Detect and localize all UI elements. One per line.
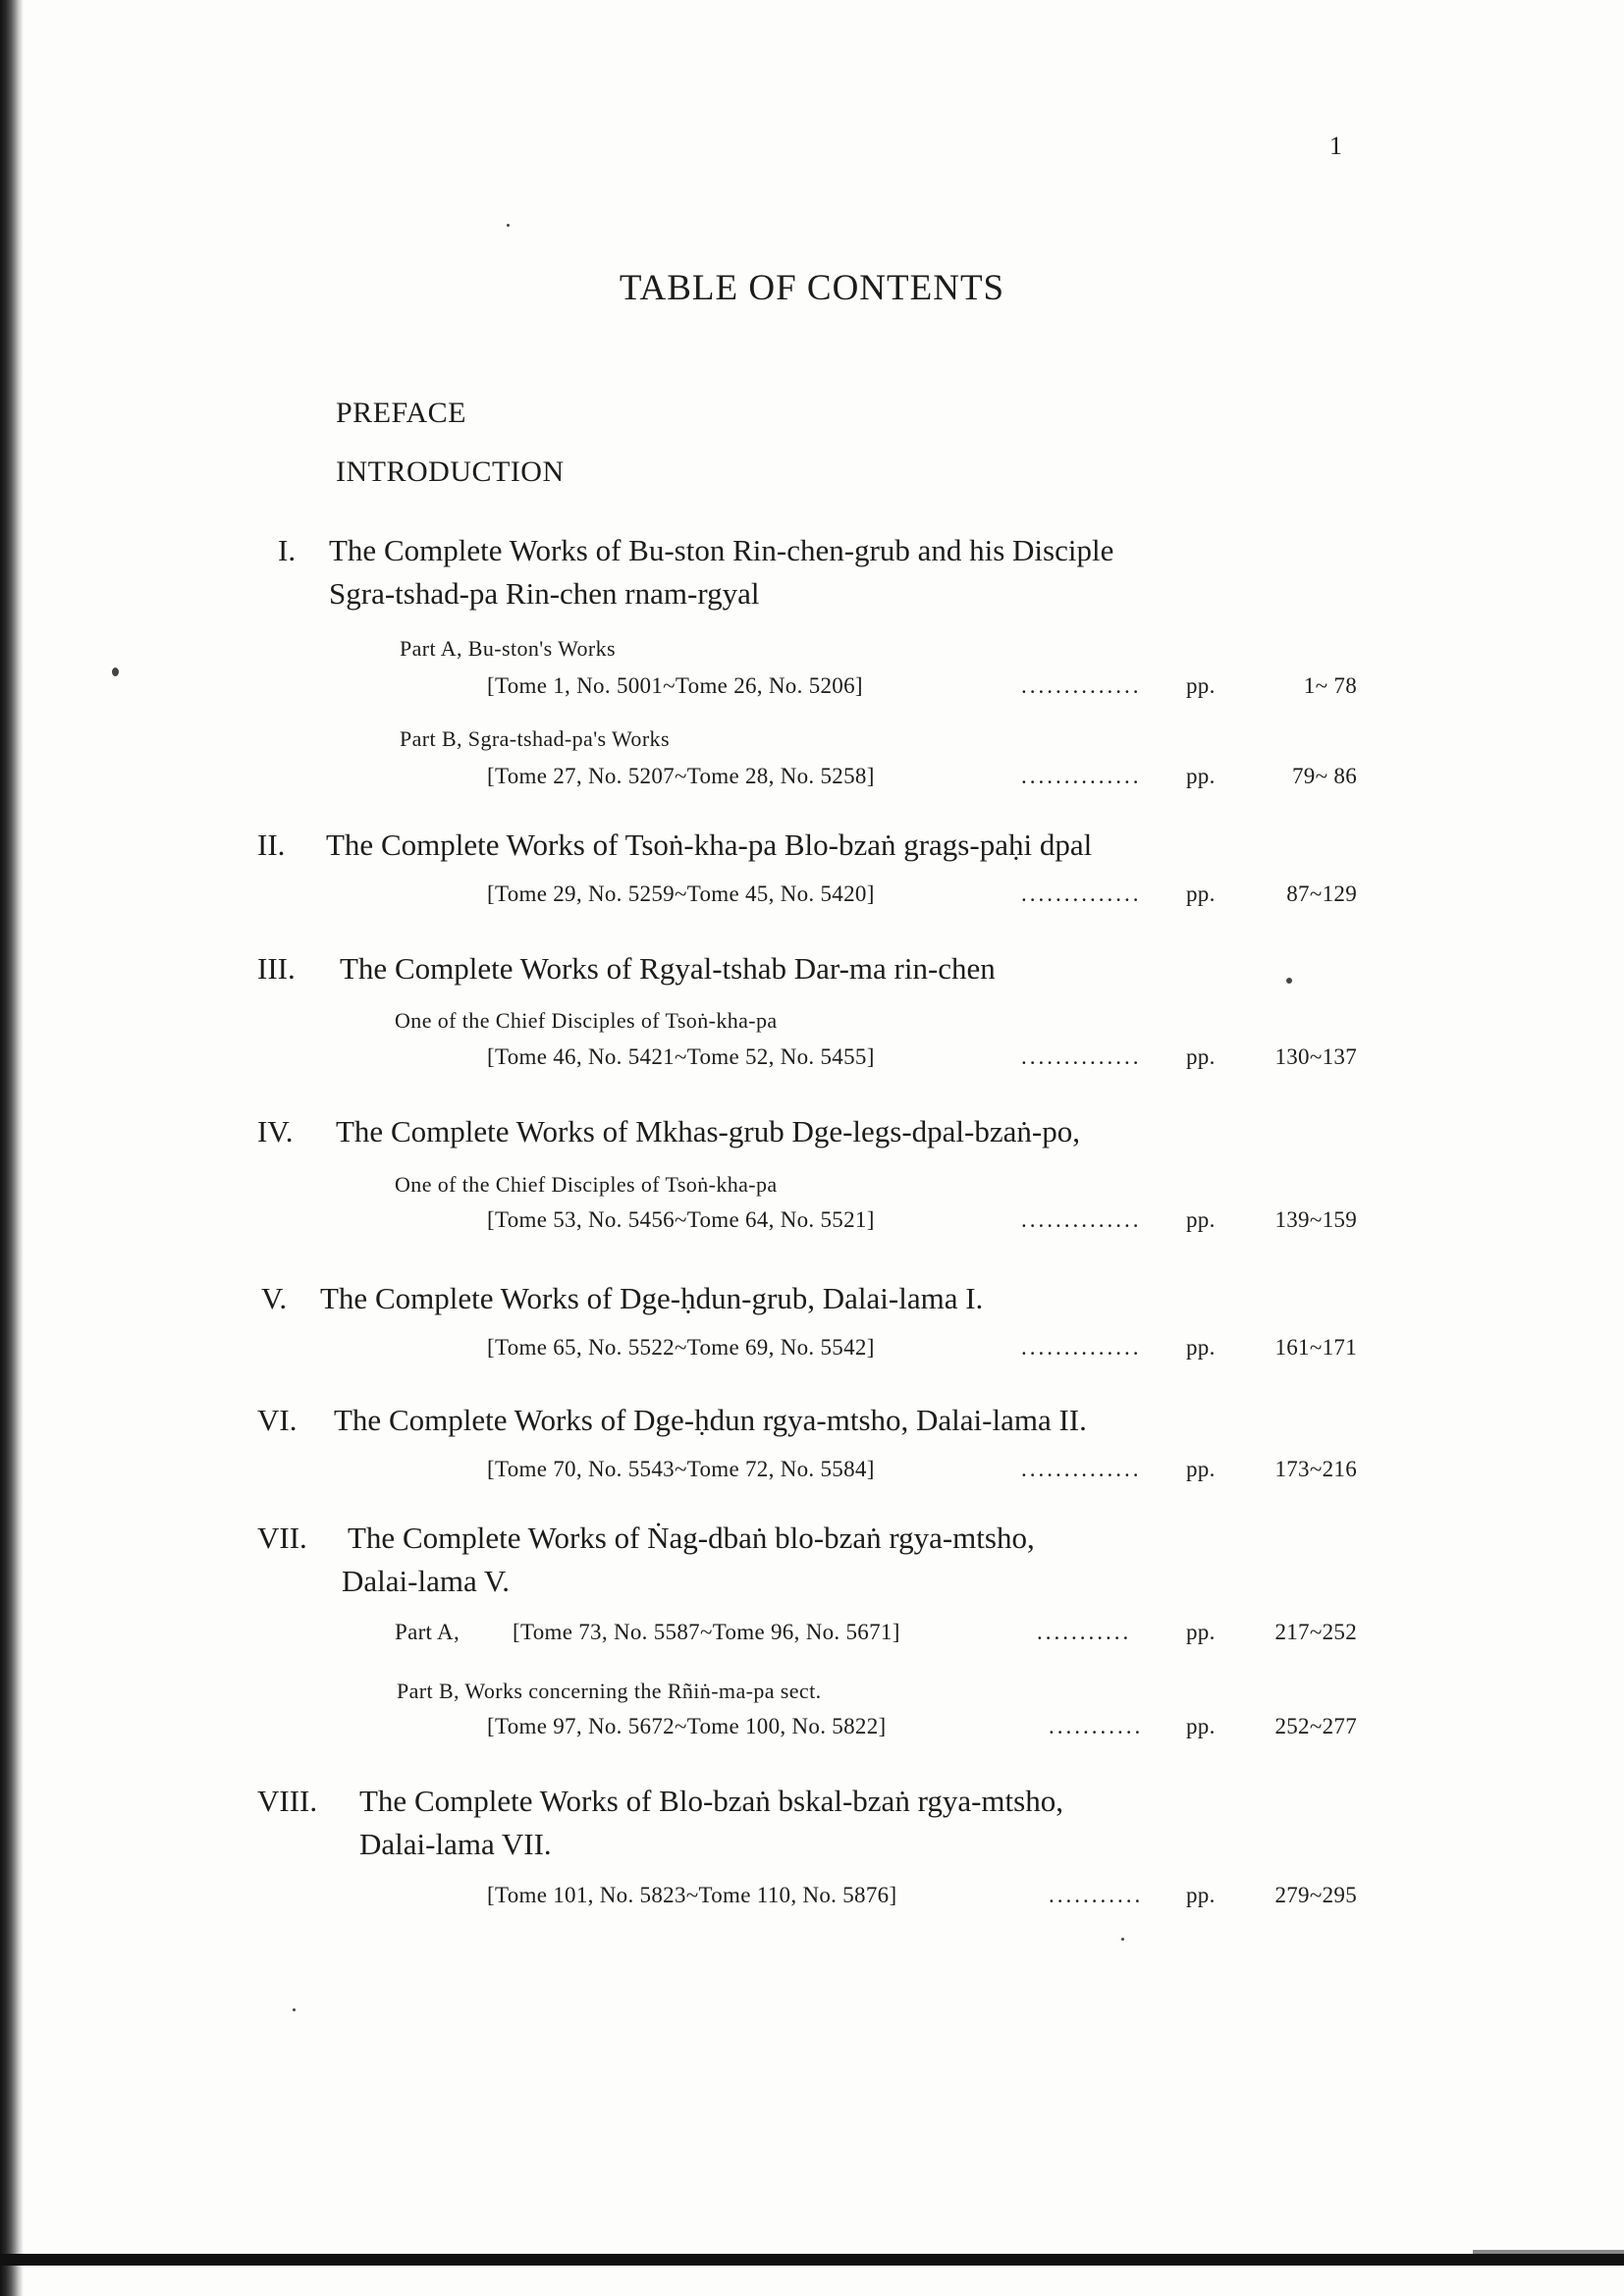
- section-numeral: VIII.: [257, 1784, 318, 1818]
- subheading-note: One of the Chief Disciples of Tsoṅ-kha-pa: [395, 1172, 778, 1197]
- front-matter-introduction: INTRODUCTION: [336, 455, 565, 488]
- dot-leader: ..............: [1021, 673, 1142, 698]
- section-numeral: I.: [278, 533, 297, 567]
- subheading-part-a: Part A, Bu-ston's Works: [400, 636, 617, 661]
- toc-entry: [0, 1714, 1624, 1743]
- page-number: 1: [1329, 132, 1342, 160]
- toc-entry: [0, 764, 1624, 793]
- tome-range: [Tome 70, No. 5543~Tome 72, No. 5584]: [487, 1457, 875, 1481]
- pp-label: pp.: [1186, 764, 1216, 788]
- toc-entry: [0, 881, 1624, 911]
- toc-entry: [0, 1883, 1624, 1912]
- section-title-line: The Complete Works of Dge-ḥdun rgya-mtsho, Dalai-lama II.: [334, 1403, 1087, 1437]
- pp-label: pp.: [1186, 881, 1216, 906]
- section-numeral: III.: [257, 951, 296, 986]
- dot-leader: ..............: [1021, 764, 1142, 788]
- scan-speck: [1121, 1938, 1124, 1941]
- pp-label: pp.: [1186, 1714, 1216, 1738]
- section-title-line: The Complete Works of Mkhas-grub Dge-legs-dpal-bzaṅ-po,: [336, 1114, 1080, 1148]
- section-title-line: The Complete Works of Dge-ḥdun-grub, Dalai-lama I.: [320, 1281, 984, 1315]
- dot-leader: ..............: [1021, 1335, 1142, 1360]
- dot-leader: ..............: [1021, 1044, 1142, 1069]
- page-bottom-edge: [0, 2254, 1624, 2266]
- dot-leader: ...........: [1049, 1883, 1144, 1907]
- toc-entry: [0, 673, 1624, 703]
- section-title-line: Dalai-lama V.: [342, 1564, 511, 1598]
- toc-entry: [0, 1620, 1624, 1649]
- page-title: TABLE OF CONTENTS: [619, 268, 1005, 308]
- subheading-part-b: Part B, Works concerning the Rñiṅ-ma-pa sect.: [397, 1679, 822, 1703]
- page-range: 161~171: [1274, 1335, 1357, 1360]
- pp-label: pp.: [1186, 1883, 1216, 1907]
- front-matter-preface: PREFACE: [336, 397, 466, 429]
- section-title-line: The Complete Works of Bu-ston Rin-chen-grub and his Disciple: [329, 533, 1114, 567]
- dot-leader: ...........: [1049, 1714, 1144, 1738]
- page-range: 1~ 78: [1303, 673, 1357, 698]
- pp-label: pp.: [1186, 1335, 1216, 1360]
- page-range: 130~137: [1274, 1044, 1357, 1069]
- tome-range: [Tome 73, No. 5587~Tome 96, No. 5671]: [513, 1620, 900, 1644]
- page-range: 87~129: [1286, 881, 1357, 906]
- dot-leader: ...........: [1037, 1620, 1132, 1644]
- section-numeral: V.: [261, 1281, 288, 1315]
- tome-range: [Tome 1, No. 5001~Tome 26, No. 5206]: [487, 673, 863, 698]
- scan-speck: [112, 667, 119, 676]
- tome-range: [Tome 53, No. 5456~Tome 64, No. 5521]: [487, 1207, 875, 1232]
- scan-speck: [507, 224, 510, 227]
- toc-entry: [0, 1457, 1624, 1486]
- page-range: 139~159: [1274, 1207, 1357, 1232]
- tome-range: [Tome 27, No. 5207~Tome 28, No. 5258]: [487, 764, 875, 788]
- tome-range: [Tome 29, No. 5259~Tome 45, No. 5420]: [487, 881, 875, 906]
- pp-label: pp.: [1186, 673, 1216, 698]
- page-range: 279~295: [1274, 1883, 1357, 1907]
- pp-label: pp.: [1186, 1620, 1216, 1644]
- subheading-part-b: Part B, Sgra-tshad-pa's Works: [400, 726, 670, 751]
- section-title-line: The Complete Works of Tsoṅ-kha-pa Blo-bzaṅ grags-paḥi dpal: [326, 828, 1093, 862]
- section-title-line: Dalai-lama VII.: [359, 1827, 552, 1861]
- toc-entry: [0, 1335, 1624, 1364]
- dot-leader: ..............: [1021, 1207, 1142, 1232]
- section-numeral: IV.: [257, 1114, 294, 1148]
- toc-entry: [0, 1044, 1624, 1074]
- pp-label: pp.: [1186, 1457, 1216, 1481]
- section-numeral: II.: [257, 828, 286, 862]
- section-title-line: The Complete Works of Rgyal-tshab Dar-ma rin-chen: [340, 951, 996, 986]
- scan-speck: [293, 2008, 296, 2011]
- tome-range: [Tome 46, No. 5421~Tome 52, No. 5455]: [487, 1044, 875, 1069]
- part-label: Part A,: [395, 1620, 460, 1644]
- section-title-line: Sgra-tshad-pa Rin-chen rnam-rgyal: [329, 576, 760, 611]
- page-binding-shadow: [0, 0, 24, 2296]
- scan-speck: [1286, 978, 1292, 984]
- pp-label: pp.: [1186, 1207, 1216, 1232]
- section-numeral: VII.: [257, 1521, 307, 1555]
- section-title-line: The Complete Works of Blo-bzaṅ bskal-bzaṅ rgya-mtsho,: [359, 1784, 1063, 1818]
- subheading-note: One of the Chief Disciples of Tsoṅ-kha-pa: [395, 1008, 778, 1033]
- dot-leader: ..............: [1021, 1457, 1142, 1481]
- tome-range: [Tome 97, No. 5672~Tome 100, No. 5822]: [487, 1714, 887, 1738]
- section-title-line: The Complete Works of Ṅag-dbaṅ blo-bzaṅ rgya-mtsho,: [348, 1521, 1035, 1555]
- pp-label: pp.: [1186, 1044, 1216, 1069]
- dot-leader: ..............: [1021, 881, 1142, 906]
- section-numeral: VI.: [257, 1403, 298, 1437]
- toc-entry: [0, 1207, 1624, 1237]
- page-range: 173~216: [1274, 1457, 1357, 1481]
- page-range: 79~ 86: [1292, 764, 1357, 788]
- page-range: 217~252: [1274, 1620, 1357, 1644]
- page-bottom-edge-shadow: [1473, 2250, 1624, 2254]
- page-range: 252~277: [1274, 1714, 1357, 1738]
- tome-range: [Tome 65, No. 5522~Tome 69, No. 5542]: [487, 1335, 875, 1360]
- tome-range: [Tome 101, No. 5823~Tome 110, No. 5876]: [487, 1883, 897, 1907]
